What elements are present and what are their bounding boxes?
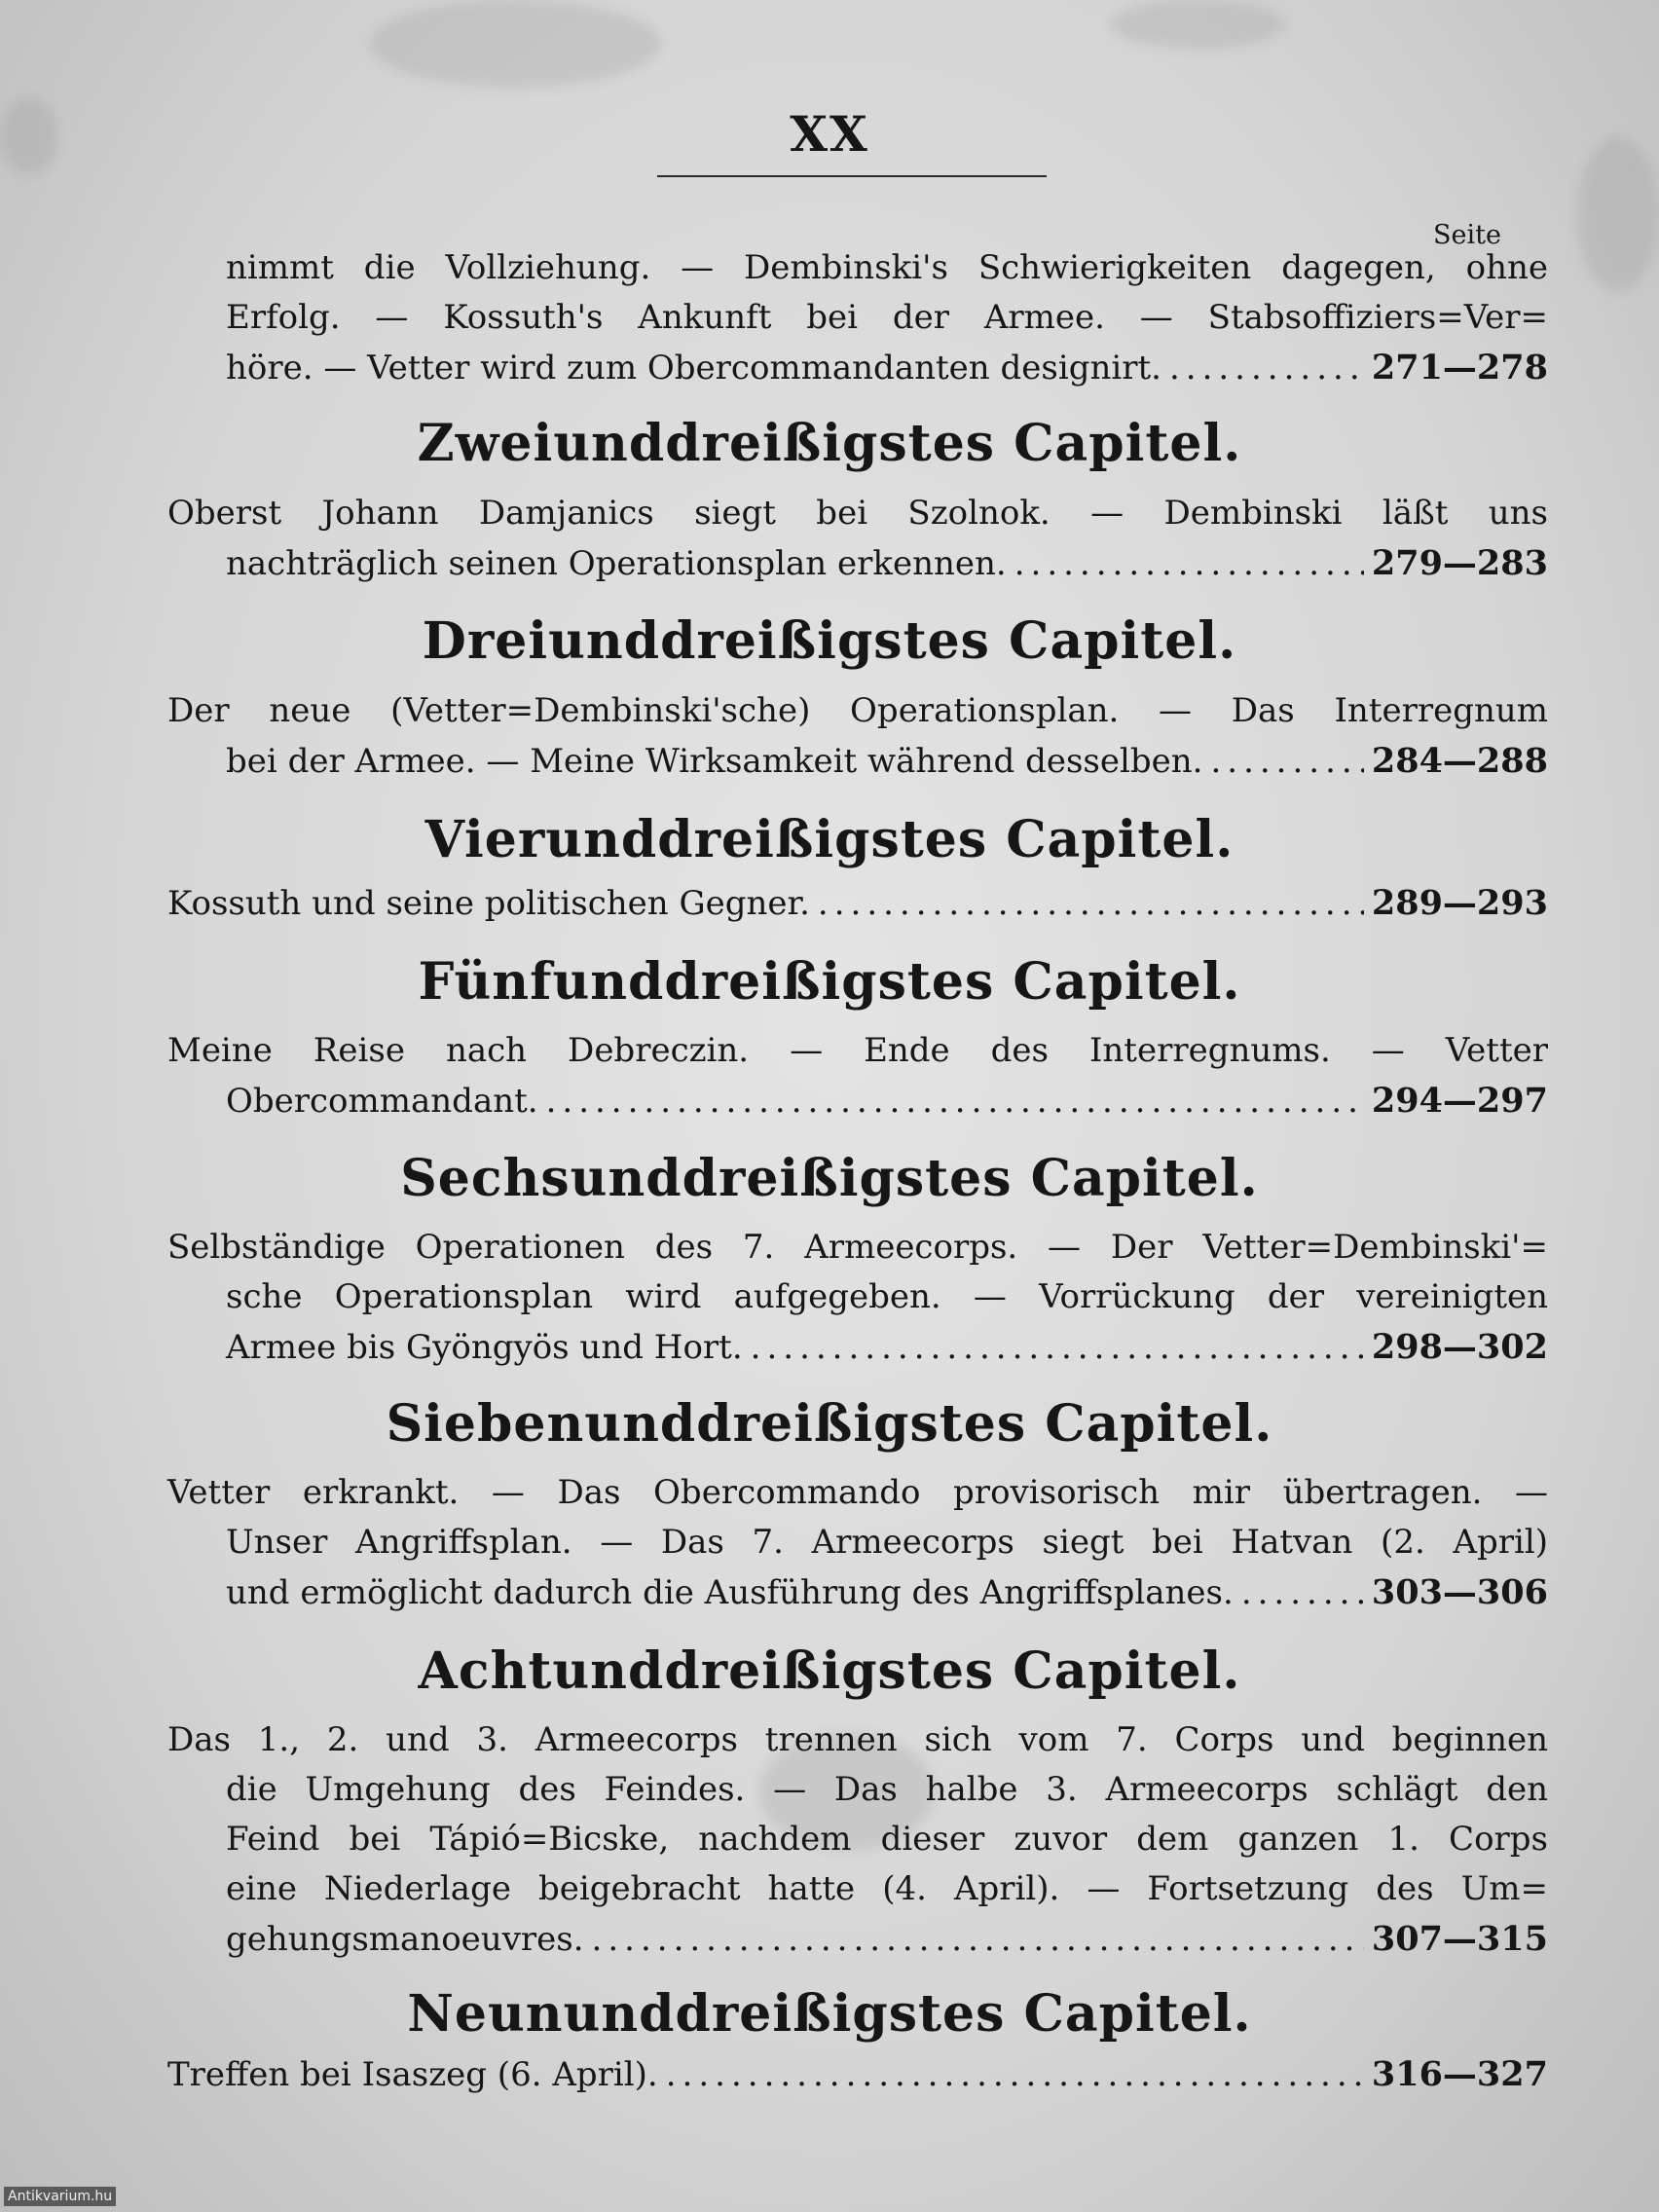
page-range: 298—302 <box>1371 1327 1548 1367</box>
entry-line <box>167 1468 1548 1518</box>
chapter-heading: Achtunddreißigstes Capitel. <box>418 1641 1241 1701</box>
entry-line <box>167 2049 1548 2099</box>
entry-line <box>167 1518 1548 1567</box>
entry-text: höre. — Vetter wird zum Obercommandanten designirt. <box>226 349 1161 387</box>
toc-entry <box>167 1026 1548 1125</box>
entry-line <box>167 1765 1548 1815</box>
entry-line <box>167 1223 1548 1272</box>
toc-entry-continued <box>226 243 1548 392</box>
chapter-heading: Fünfunddreißigstes Capitel. <box>418 952 1241 1012</box>
watermark: Antikvarium.hu <box>4 2187 116 2206</box>
page-range: 307—315 <box>1371 1919 1548 1959</box>
entry-line <box>167 1815 1548 1864</box>
entry-text: Kossuth und seine politischen Gegner. <box>167 884 810 923</box>
entry-line <box>226 293 1548 343</box>
entry-text: die Umgehung des Feindes. — Das halbe 3. Armeecorps schlägt den <box>226 1770 1548 1809</box>
entry-text: Armee bis Gyöngyös und Hort. <box>226 1328 743 1367</box>
dot-leader <box>751 1323 1364 1373</box>
entry-text: Feind bei Tápió=Bicske, nachdem dieser zuvor dem ganzen 1. Corps <box>226 1820 1548 1859</box>
entry-line <box>226 343 1548 392</box>
entry-line <box>167 1076 1548 1125</box>
entry-text: Das 1., 2. und 3. Armeecorps trennen sich vom 7. Corps und beginnen <box>167 1720 1548 1759</box>
page-range: 271—278 <box>1371 348 1548 387</box>
dot-leader <box>818 879 1364 929</box>
entry-line <box>167 878 1548 928</box>
dot-leader <box>1210 737 1363 787</box>
entry-text: gehungsmanoeuvres. <box>226 1920 584 1959</box>
dot-leader <box>1241 1568 1364 1618</box>
entry-text: nimmt die Vollziehung. — Dembinski's Schwierigkeiten dagegen, ohne <box>226 248 1548 287</box>
page-range: 279—283 <box>1371 543 1548 583</box>
entry-text: Der neue (Vetter=Dembinski'sche) Operationsplan. — Das Interregnum <box>167 691 1548 730</box>
entry-line <box>167 1914 1548 1964</box>
entry-text: Oberst Johann Damjanics siegt bei Szolnok. — Dembinski läßt uns <box>167 494 1548 533</box>
chapter-heading: Siebenunddreißigstes Capitel. <box>386 1394 1273 1454</box>
entry-text: Obercommandant. <box>226 1082 538 1121</box>
entry-text: und ermöglicht dadurch die Ausführung des Angriffsplanes. <box>226 1573 1234 1612</box>
entry-text: eine Niederlage beigebracht hatte (4. April). — Fortsetzung des Um= <box>226 1869 1548 1908</box>
entry-text: Vetter erkrankt. — Das Obercommando provisorisch mir übertragen. — <box>167 1473 1548 1512</box>
entry-line <box>167 1567 1548 1617</box>
entry-line <box>167 489 1548 538</box>
entry-text: Treffen bei Isaszeg (6. April). <box>167 2055 658 2094</box>
entry-line <box>167 686 1548 736</box>
page-range: 303—306 <box>1371 1572 1548 1612</box>
page-range: 316—327 <box>1371 2054 1548 2094</box>
chapter-heading: Zweiunddreißigstes Capitel. <box>417 414 1242 473</box>
dot-leader <box>546 1077 1364 1126</box>
entry-text: bei der Armee. — Meine Wirksamkeit während desselben. <box>226 742 1203 781</box>
chapter-heading: Neununddreißigstes Capitel. <box>407 1984 1252 2044</box>
entry-line <box>167 1322 1548 1372</box>
dot-leader <box>1014 539 1364 589</box>
dot-leader <box>592 1915 1364 1965</box>
dot-leader <box>666 2050 1364 2100</box>
entry-text: nachträglich seinen Operationsplan erkennen. <box>226 544 1007 583</box>
dot-leader <box>1169 344 1364 393</box>
toc-entry <box>167 1715 1548 1964</box>
entry-line <box>167 1715 1548 1765</box>
entry-line <box>167 1026 1548 1076</box>
entry-text: Meine Reise nach Debreczin. — Ende des Interregnums. — Vetter <box>167 1031 1548 1070</box>
toc-entry <box>167 2049 1548 2099</box>
entry-text: Unser Angriffsplan. — Das 7. Armeecorps siegt bei Hatvan (2. April) <box>226 1523 1548 1562</box>
entry-text: sche Operationsplan wird aufgegeben. — Vorrückung der vereinigten <box>226 1277 1548 1316</box>
toc-entry <box>167 686 1548 786</box>
entry-line <box>167 1272 1548 1322</box>
page-range: 294—297 <box>1371 1081 1548 1121</box>
page-column-label: Seite <box>1433 220 1501 250</box>
toc-entry <box>167 878 1548 928</box>
chapter-heading: Sechsunddreißigstes Capitel. <box>400 1149 1259 1208</box>
chapter-heading: Dreiunddreißigstes Capitel. <box>422 611 1237 671</box>
toc-entry <box>167 489 1548 588</box>
entry-line <box>167 1864 1548 1914</box>
chapter-heading: Vierunddreißigstes Capitel. <box>424 810 1235 869</box>
entry-line <box>167 538 1548 588</box>
header-rule <box>657 175 1047 177</box>
entry-line <box>226 243 1548 293</box>
page-number: XX <box>790 105 869 163</box>
page-range: 289—293 <box>1371 883 1548 923</box>
entry-text: Erfolg. — Kossuth's Ankunft bei der Armee. — Stabsoffiziers=Ver= <box>226 298 1548 337</box>
toc-entry <box>167 1468 1548 1617</box>
toc-entry <box>167 1223 1548 1372</box>
page-range: 284—288 <box>1371 741 1548 781</box>
entry-text: Selbständige Operationen des 7. Armeecorps. — Der Vetter=Dembinski'= <box>167 1228 1548 1267</box>
entry-line <box>167 736 1548 786</box>
